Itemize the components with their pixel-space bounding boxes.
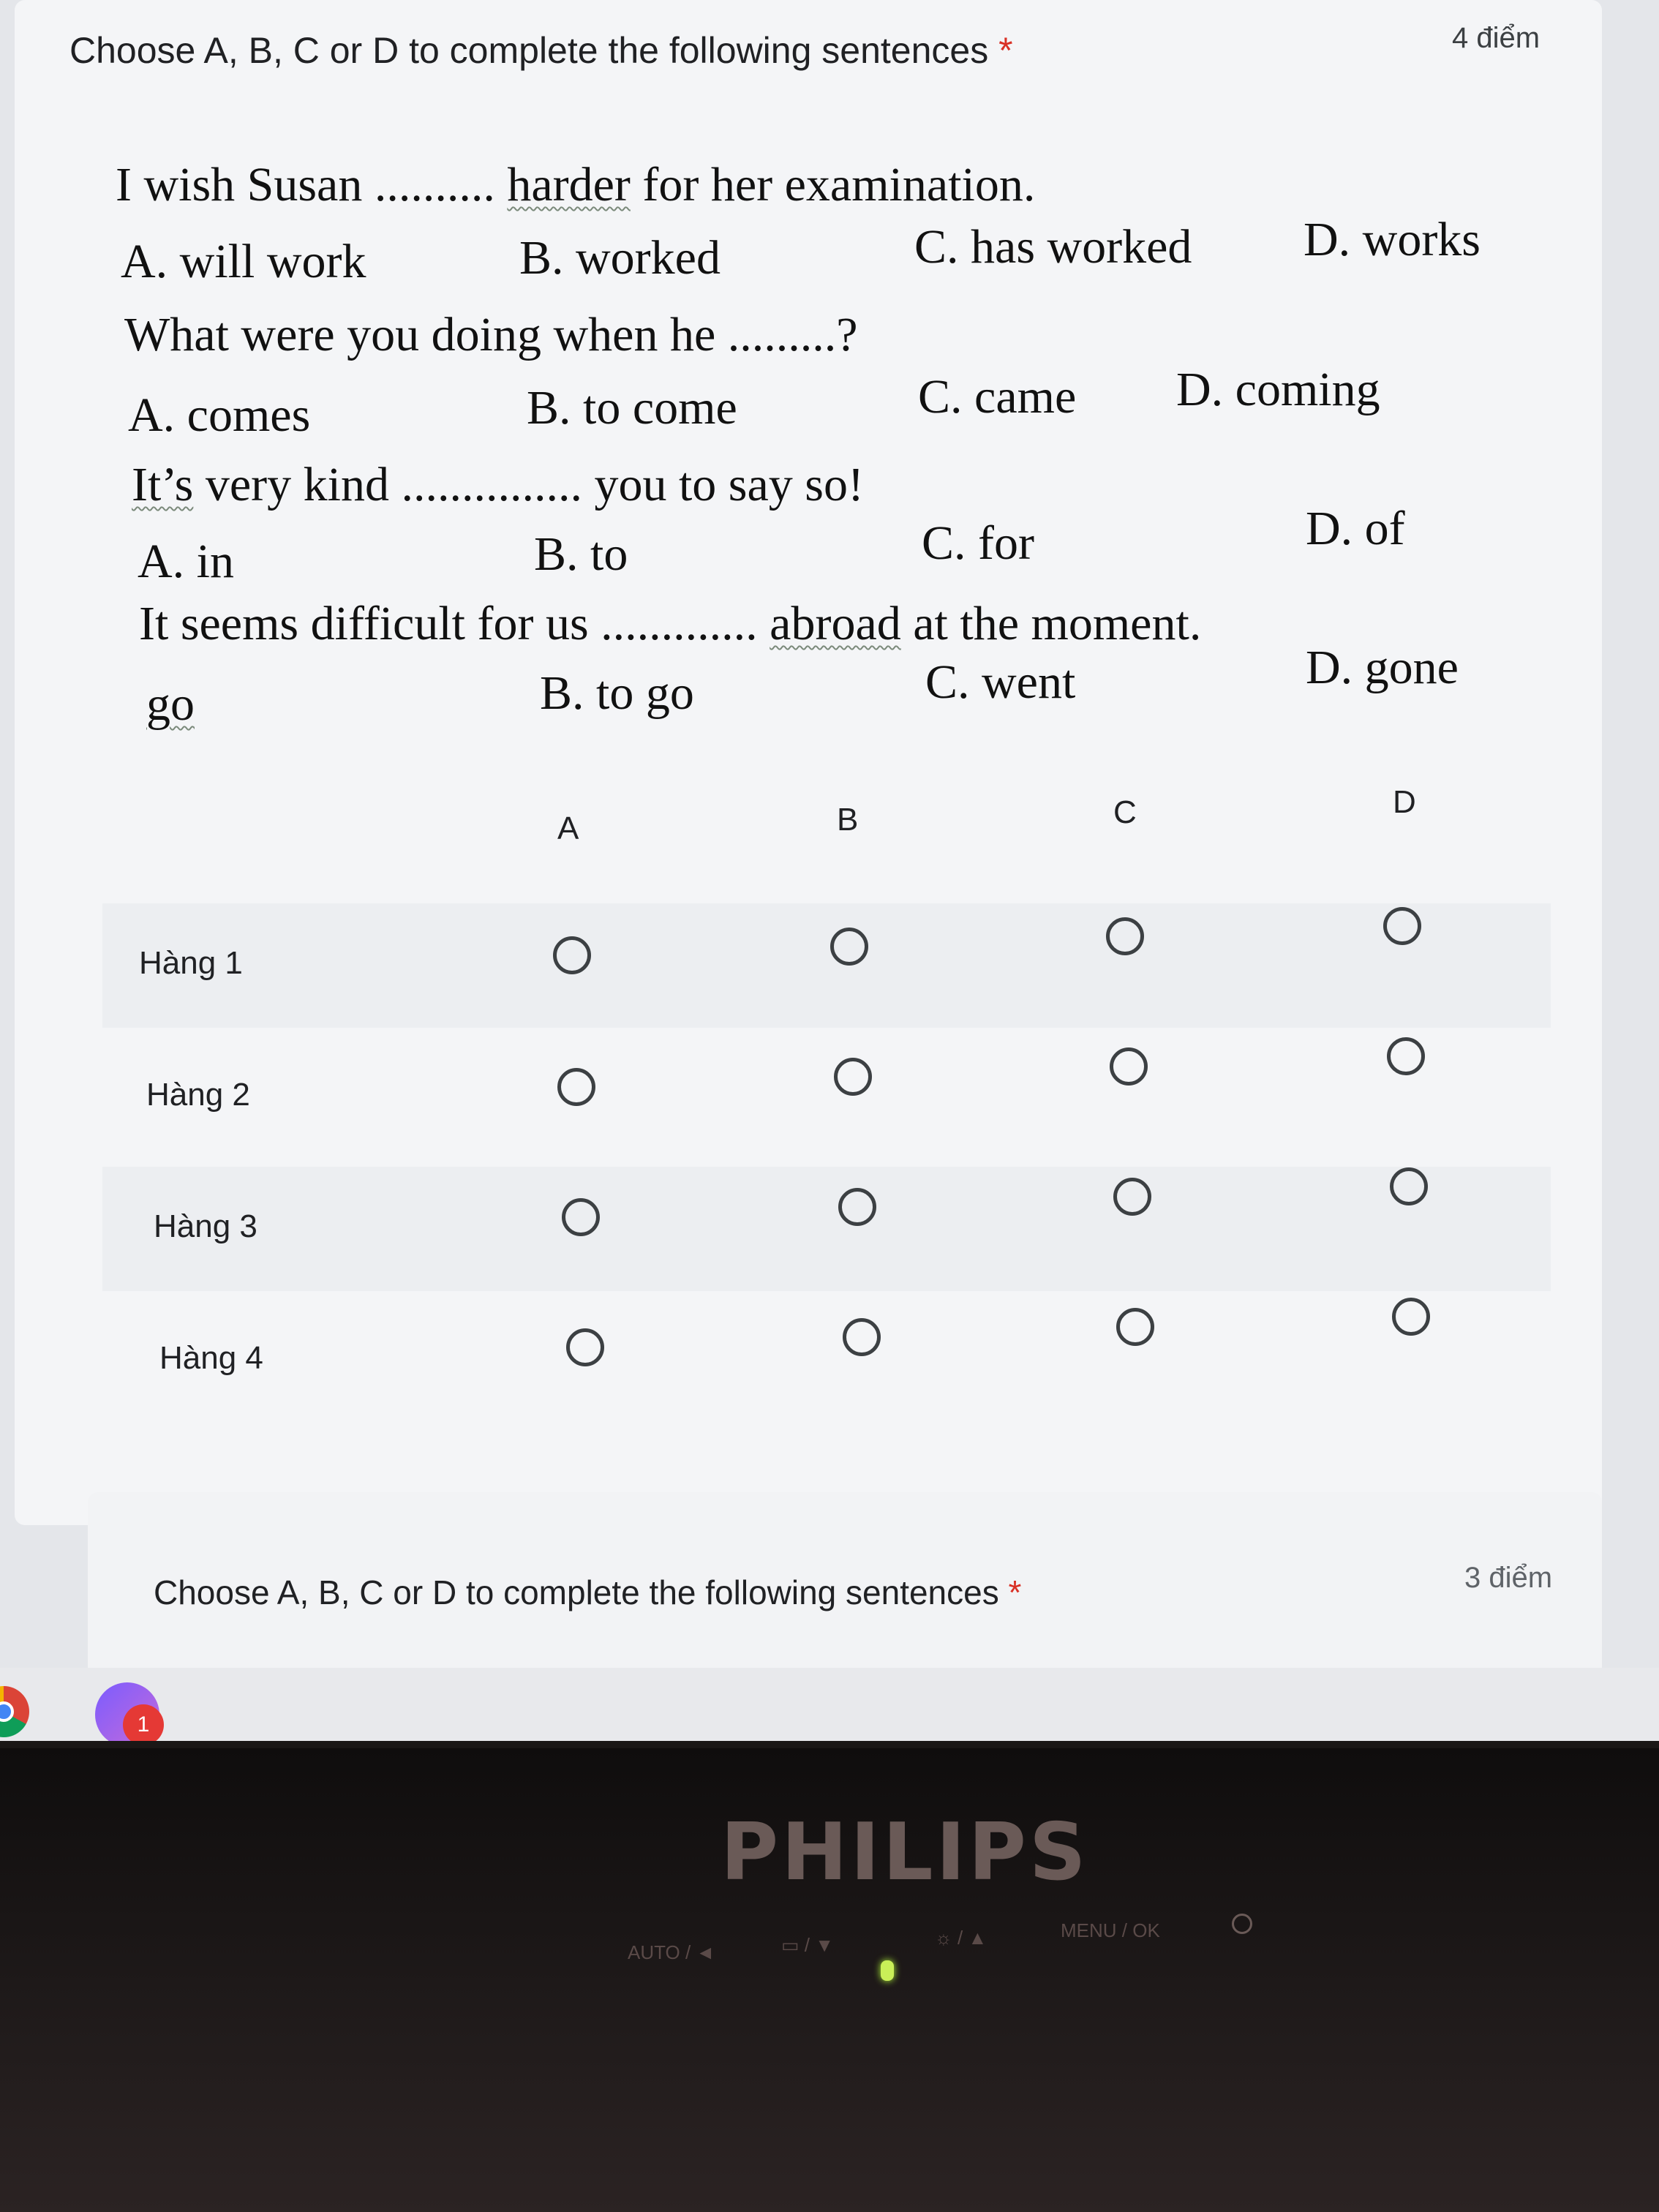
- sentence-3-option-d: D. of: [1306, 502, 1405, 555]
- radio-row-4-d[interactable]: [1392, 1298, 1430, 1336]
- radio-row-4-a[interactable]: [566, 1328, 604, 1366]
- sentence-1-option-d: D. works: [1304, 213, 1481, 266]
- radio-row-1-a[interactable]: [553, 936, 591, 974]
- grid-row-1-label: Hàng 1: [139, 945, 243, 981]
- monitor-control-brightness[interactable]: ☼ / ▲: [935, 1927, 988, 1949]
- sentence-1-option-b: B. worked: [519, 231, 721, 285]
- sentence-3-rest: very kind ............... you to say so!: [205, 458, 864, 511]
- sentence-1-end: for her examination.: [642, 158, 1036, 211]
- sentence-4-end: at the moment.: [913, 597, 1202, 650]
- question-2-title: [154, 1573, 1021, 1612]
- sentence-1-start: I wish Susan ..........: [116, 158, 495, 211]
- power-icon[interactable]: [1232, 1914, 1252, 1934]
- sentence-4-option-c: C. went: [925, 655, 1076, 709]
- sentence-1: [116, 157, 1035, 213]
- radio-row-4-c[interactable]: [1116, 1308, 1154, 1346]
- radio-row-1-b[interactable]: [830, 928, 868, 966]
- sentence-1-option-c: C. has worked: [914, 220, 1192, 274]
- taskbar: [0, 1668, 1659, 1741]
- radio-row-2-b[interactable]: [834, 1058, 872, 1096]
- required-mark: *: [998, 30, 1013, 71]
- sentence-2-option-a: A. comes: [128, 388, 311, 442]
- grid-column-c: C: [1113, 794, 1137, 830]
- sentence-4-option-a-text: go: [146, 677, 195, 731]
- sentence-3-underlined: It’s: [132, 458, 194, 511]
- sentence-2-option-b: B. to come: [527, 381, 737, 434]
- radio-row-3-a[interactable]: [562, 1198, 600, 1236]
- grid-row-3-label: Hàng 3: [154, 1208, 257, 1244]
- radio-row-2-c[interactable]: [1110, 1047, 1148, 1086]
- radio-row-2-d[interactable]: [1387, 1037, 1425, 1075]
- radio-row-3-d[interactable]: [1390, 1167, 1428, 1205]
- grid-column-a: A: [557, 810, 579, 846]
- sentence-3-option-c: C. for: [922, 516, 1034, 570]
- grid-column-d: D: [1393, 784, 1416, 820]
- sentence-3-option-b: B. to: [534, 527, 628, 581]
- question-2-required-mark: *: [1008, 1573, 1022, 1611]
- sentence-2-option-c: C. came: [918, 370, 1077, 424]
- grid-row-1-band: [102, 903, 1551, 1028]
- sentence-2: What were you doing when he .........?: [124, 308, 858, 361]
- question-1-title: [69, 29, 1013, 72]
- monitor-control-auto[interactable]: AUTO / ◄: [628, 1941, 715, 1963]
- sentence-3: [132, 457, 864, 513]
- radio-row-4-b[interactable]: [843, 1318, 881, 1356]
- sentence-4-option-d: D. gone: [1306, 641, 1459, 694]
- sentence-4-option-b: B. to go: [540, 666, 694, 720]
- grid-column-b: B: [837, 802, 859, 838]
- sentence-4-underlined: abroad: [770, 597, 901, 650]
- monitor-control-input[interactable]: ▭ / ▼: [781, 1934, 834, 1956]
- question-2-title-text: Choose A, B, C or D to complete the following sentences: [154, 1573, 999, 1611]
- grid-row-4-label: Hàng 4: [159, 1340, 263, 1376]
- sentence-4: [139, 596, 1201, 652]
- radio-row-1-c[interactable]: [1106, 917, 1144, 955]
- sentence-4-start: It seems difficult for us .............: [139, 597, 758, 650]
- monitor-control-menu[interactable]: MENU / OK: [1061, 1919, 1160, 1941]
- radio-row-3-b[interactable]: [838, 1188, 876, 1226]
- question-2-points: 3 điểm: [1464, 1562, 1553, 1594]
- question-1-title-text: Choose A, B, C or D to complete the following sentences: [69, 30, 989, 71]
- monitor-brand-logo: PHILIPS: [721, 1807, 1089, 1898]
- sentence-3-option-a: A. in: [138, 535, 234, 588]
- notification-badge: 1: [123, 1704, 164, 1741]
- radio-row-2-a[interactable]: [557, 1068, 595, 1106]
- grid-row-2-label: Hàng 2: [146, 1077, 250, 1113]
- grid-row-3-band: [102, 1167, 1551, 1291]
- radio-row-3-c[interactable]: [1113, 1178, 1151, 1216]
- radio-row-1-d[interactable]: [1383, 907, 1421, 945]
- sentence-1-option-a: A. will work: [121, 235, 366, 288]
- sentence-1-underlined: harder: [507, 158, 631, 211]
- sentence-4-option-a: [146, 677, 195, 732]
- power-led: [881, 1960, 894, 1981]
- sentence-2-option-d: D. coming: [1176, 363, 1380, 416]
- question-1-points: 4 điểm: [1452, 22, 1540, 54]
